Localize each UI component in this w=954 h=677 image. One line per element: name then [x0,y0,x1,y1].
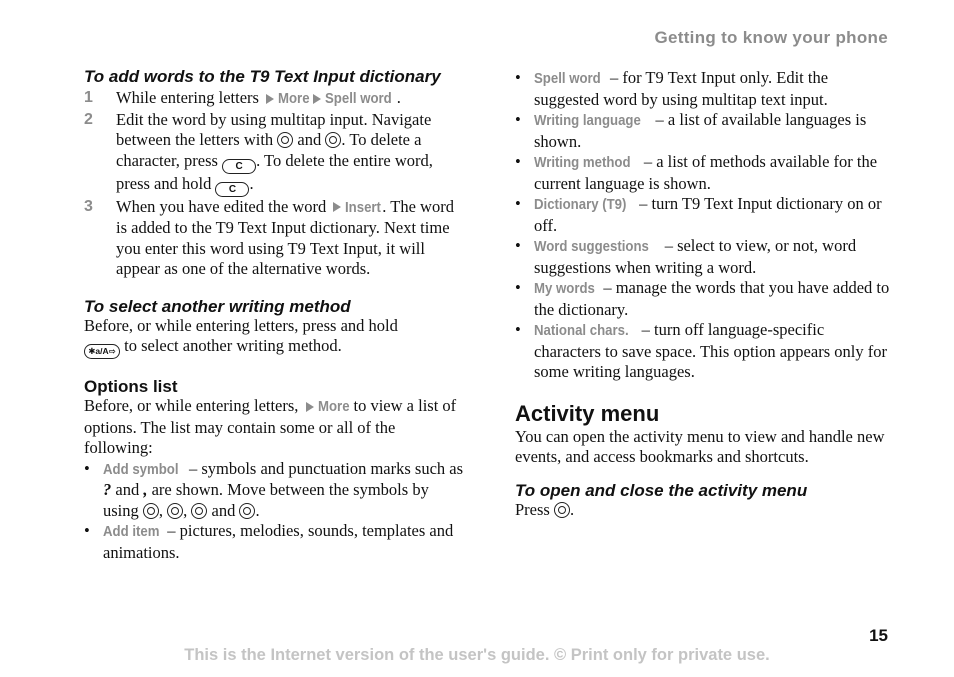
add-words-steps [84,88,464,280]
step-number: 2 [84,110,93,128]
list-item: • Spell word – for T9 Text Input only. Edit the suggested word by using multitap text input. [515,68,829,109]
option-label: Writing language [534,112,641,129]
nav-up-key-icon [191,503,207,519]
nav-left-key-icon [277,132,293,148]
c-key-icon: C [222,159,256,174]
nav-left-key-icon [143,503,159,519]
c-key-icon: C [215,182,249,197]
list-item: • My words – manage the words that you have added to the dictionary. [515,278,890,319]
option-label: Spell word [534,70,601,87]
list-item: • Dictionary (T9) – turn T9 Text Input dictionary on or off. [515,194,882,235]
menu-more: More [317,398,350,415]
menu-more: More [278,90,310,107]
menu-spell-word: Spell word [324,90,392,107]
activity-open-close-heading: To open and close the activity menu [515,480,808,500]
page-header: Getting to know your phone [654,28,888,47]
option-label: Add item [103,523,160,540]
writing-method-heading: To select another writing method [84,296,351,316]
activity-menu-heading: Activity menu [515,400,660,426]
option-label: Word suggestions [534,238,649,255]
writing-method-text: Before, or while entering letters, press and hold ✱a/A⇨ to select another writing method. [84,316,464,360]
option-label: Add symbol [103,460,179,478]
activity-menu-text: You can open the activity menu to view and handle new events, and access bookmarks and shortcuts. [515,426,885,466]
menu-arrow-icon [266,94,274,104]
step-number: 3 [84,197,93,215]
star-key-icon: ✱a/A⇨ [84,344,120,359]
options-bullets-continued [515,68,895,383]
list-item: • Writing method – a list of methods available for the current language is shown. [515,152,878,193]
left-column [84,68,464,563]
step-2: 2 Edit the word by using multitap input. Navigate between the letters with and . To delete a character, press C . To delete the entire word, press and hold C . [84,109,433,195]
option-label: Writing method [534,154,631,171]
step-number: 1 [84,89,93,106]
options-intro: Before, or while entering letters, More to view a list of options. The list may contain some or all of the following: [84,396,457,457]
option-label: National chars. [534,322,629,339]
list-item: • National chars. – turn off language-specific characters to save space. This option appears only for some writing languages. [515,320,887,381]
options-list-heading: Options list [84,377,178,396]
nav-right-key-icon [325,132,341,148]
list-item: • Writing language – a list of available languages is shown. [515,110,867,151]
menu-arrow-icon [306,402,314,412]
footer-notice: This is the Internet version of the user's guide. © Print only for private use. [184,646,770,664]
activity-press-text: Press . [515,499,575,519]
step-1: 1 While entering letters More Spell word . [84,88,464,110]
option-label: Dictionary (T9) [534,196,627,213]
add-words-heading: To add words to the T9 Text Input dictionary [84,67,441,86]
list-item: • Add symbol – symbols and punctuation marks such as ? and , are shown. Move between the symbols by using , , and . [84,458,464,520]
option-label: My words [534,280,595,297]
nav-down-key-icon [239,503,255,519]
options-bullets [84,459,464,564]
list-item: • Add item – pictures, melodies, sounds, templates and animations. [84,521,454,562]
step-3: 3 When you have edited the word Insert. The word is added to the T9 Text Input dictionary. Next time you enter this word using T9 Text Input, it will appear as one of the alternative words. [84,196,454,278]
page-number: 15 [869,626,888,645]
right-column [515,68,895,520]
nav-right-key-icon [167,503,183,519]
menu-insert: Insert [345,198,382,216]
menu-arrow-icon [313,94,321,104]
list-item: • Word suggestions – select to view, or not, word suggestions when writing a word. [515,236,857,277]
activity-key-icon [554,502,570,518]
menu-arrow-icon [333,202,341,212]
